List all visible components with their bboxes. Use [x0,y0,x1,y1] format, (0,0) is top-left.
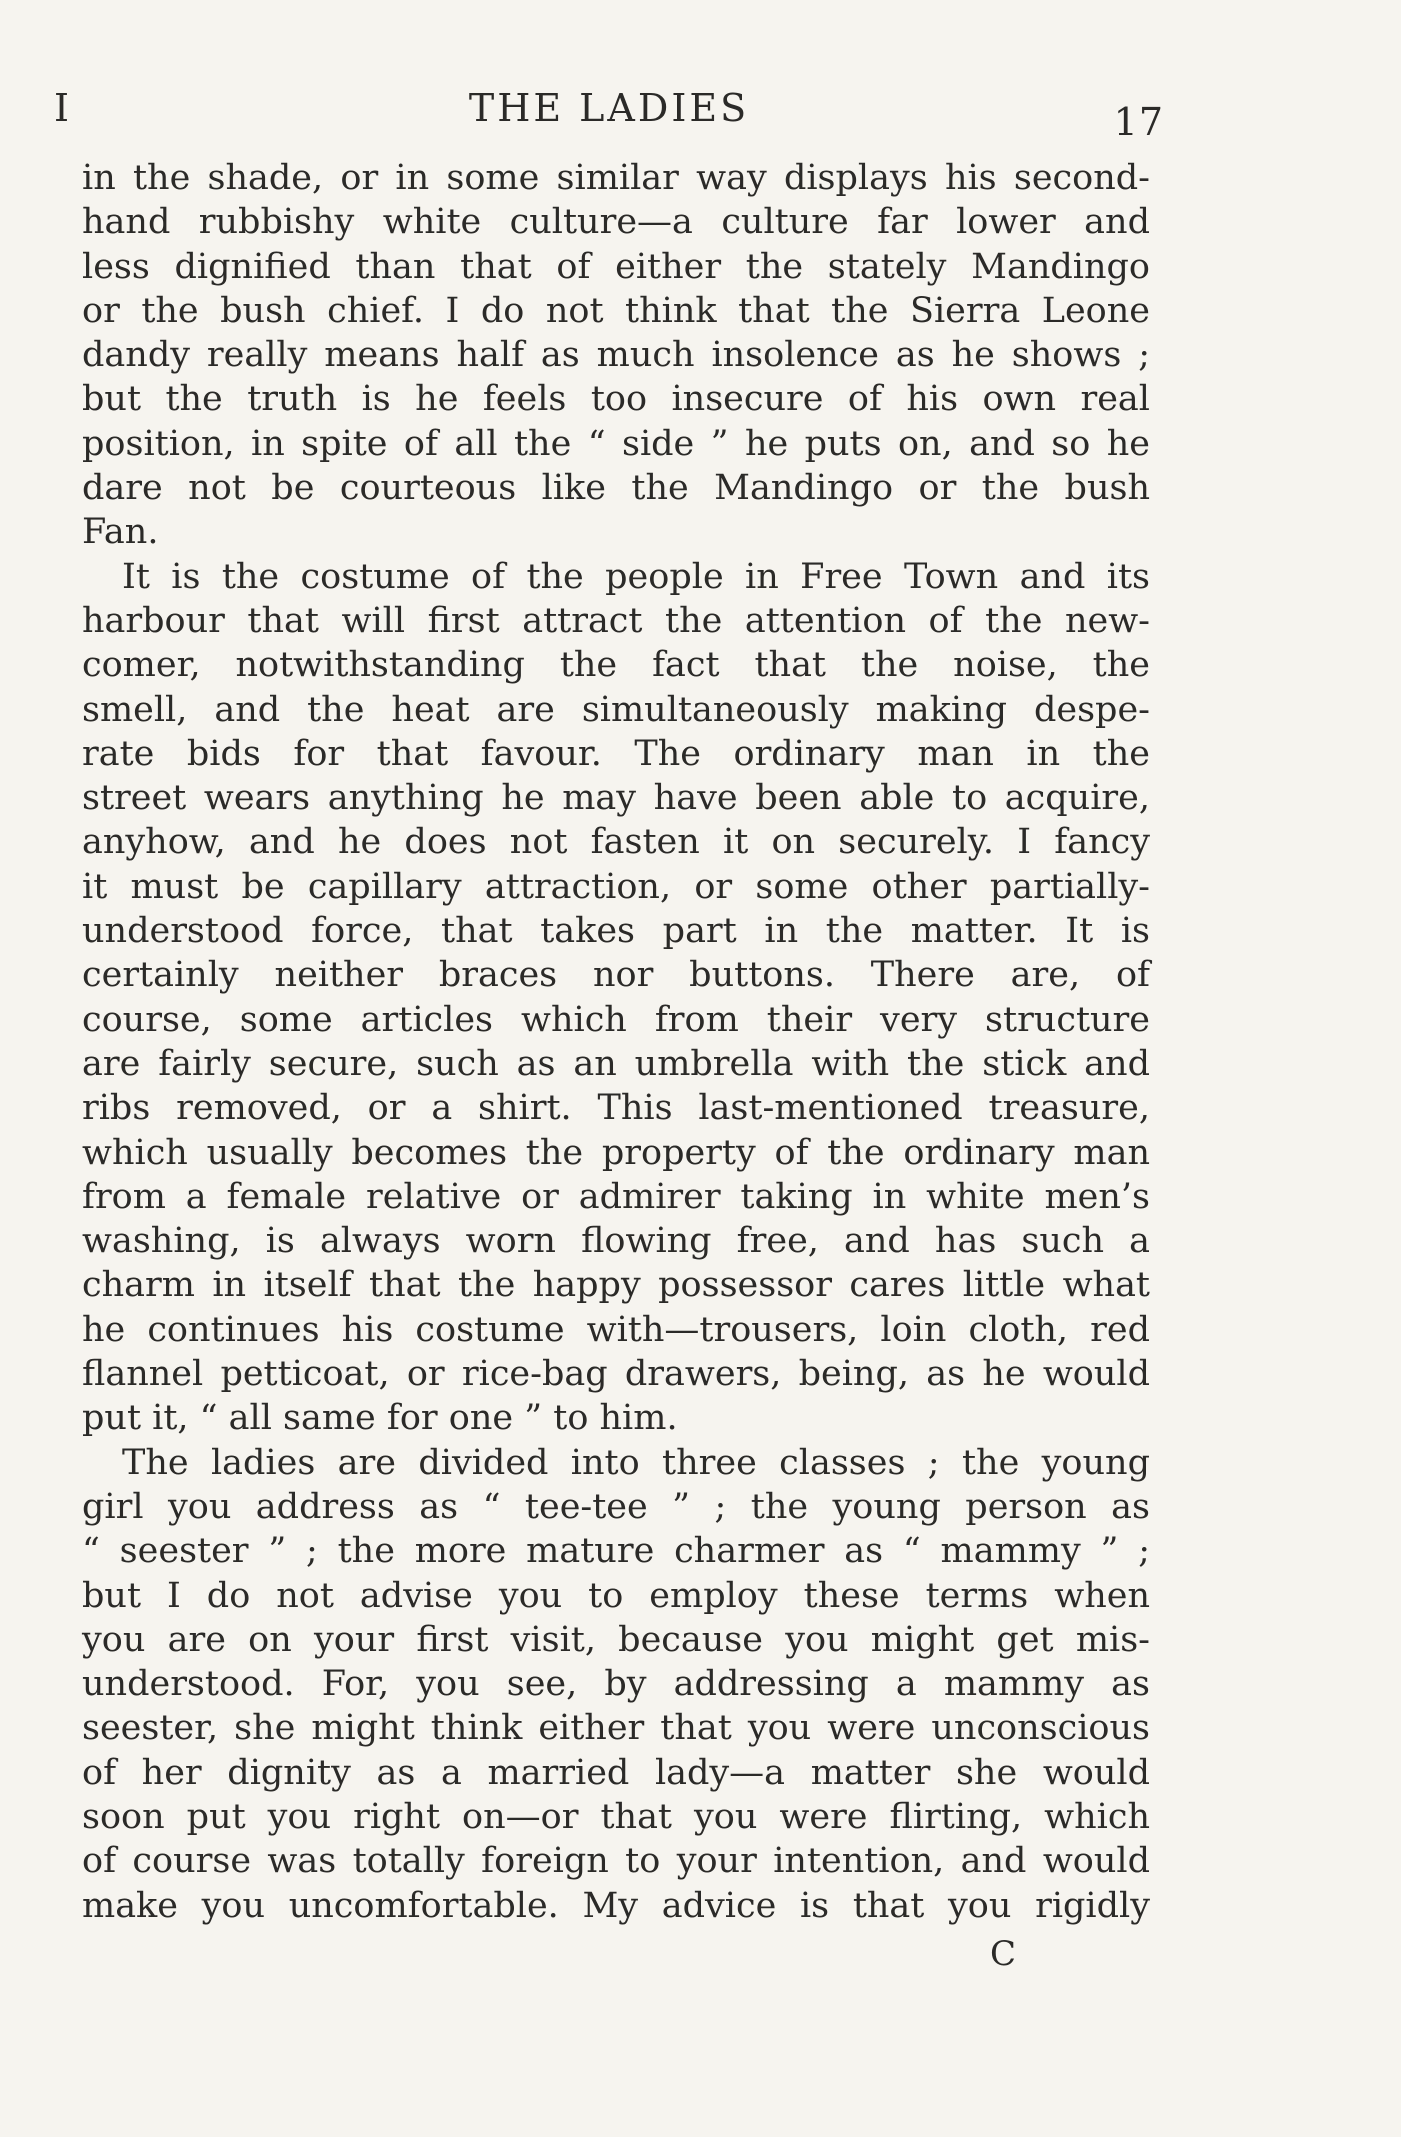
text-line: in the shade, or in some similar way displays his second- [82,158,1150,198]
signature-mark: C [990,1934,1018,1974]
page-number: 17 [1113,100,1164,144]
text-line: less dignified than that of either the stately Mandingo [82,246,1150,287]
text-line: but the truth is he feels too insecure of his own real [82,379,1150,420]
text-line: harbour that will first attract the attention of the new- [82,600,1150,641]
text-line: seester, she might think either that you were unconscious [82,1708,1150,1749]
text-line: “ seester ” ; the more mature charmer as “ mammy ” ; [82,1531,1150,1572]
text-line: he continues his costume with—trousers, loin cloth, red [82,1309,1150,1350]
text-line: anyhow, and he does not fasten it on securely. I fancy [82,822,1150,863]
text-line: position, in spite of all the “ side ” he puts on, and so he [82,423,1150,464]
text-line: are fairly secure, such as an umbrella with the stick and [82,1043,1150,1084]
text-line: understood force, that takes part in the matter. It is [82,911,1150,952]
text-line: which usually becomes the property of the ordinary man [82,1132,1150,1173]
text-line: put it, “ all same for one ” to him. [82,1398,678,1439]
text-line: make you uncomfortable. My advice is that you rigidly [82,1885,1150,1926]
text-line: smell, and the heat are simultaneously making despe- [82,689,1150,730]
body-text [82,156,1150,1928]
text-line: certainly neither braces nor buttons. There are, of [82,955,1150,996]
text-line: rate bids for that favour. The ordinary man in the [82,733,1150,774]
text-line: flannel petticoat, or rice-bag drawers, being, as he would [82,1354,1150,1395]
running-head [54,78,1164,144]
text-line: of her dignity as a married lady—a matter she would [82,1752,1150,1793]
text-line: of course was totally foreign to your intention, and would [82,1841,1150,1882]
text-line: understood. For, you see, by addressing a mammy as [82,1664,1150,1705]
text-line: dandy really means half as much insolence as he shows ; [82,335,1150,376]
text-line: soon put you right on—or that you were flirting, which [82,1796,1150,1837]
text-line: or the bush chief. I do not think that the Sierra Leone [82,290,1150,331]
text-line: dare not be courteous like the Mandingo or the bush [82,468,1150,509]
text-line: from a female relative or admirer taking in white men’s [82,1176,1150,1217]
text-line: It is the costume of the people in Free Town and its [122,556,1150,597]
text-line: but I do not advise you to employ these terms when [82,1575,1150,1616]
text-line: Fan. [82,512,159,553]
text-line: comer, notwithstanding the fact that the noise, the [82,645,1150,686]
text-line: The ladies are divided into three classes ; the young [122,1442,1150,1483]
text-line: hand rubbishy white culture—a culture far lower and [82,202,1150,243]
text-line: washing, is always worn flowing free, and has such a [82,1221,1150,1262]
text-line: girl you address as “ tee-tee ” ; the young person as [82,1486,1150,1527]
chapter-numeral: I [54,86,71,130]
text-line: course, some articles which from their very structure [82,999,1150,1040]
text-line: it must be capillary attraction, or some other partially- [82,866,1150,907]
text-line: you are on your first visit, because you might get mis- [82,1619,1150,1660]
running-title: THE LADIES [468,86,750,130]
text-line: ribs removed, or a shirt. This last-mentioned treasure, [82,1088,1150,1129]
text-line: street wears anything he may have been able to acquire, [82,778,1150,819]
text-line: charm in itself that the happy possessor cares little what [82,1265,1150,1306]
